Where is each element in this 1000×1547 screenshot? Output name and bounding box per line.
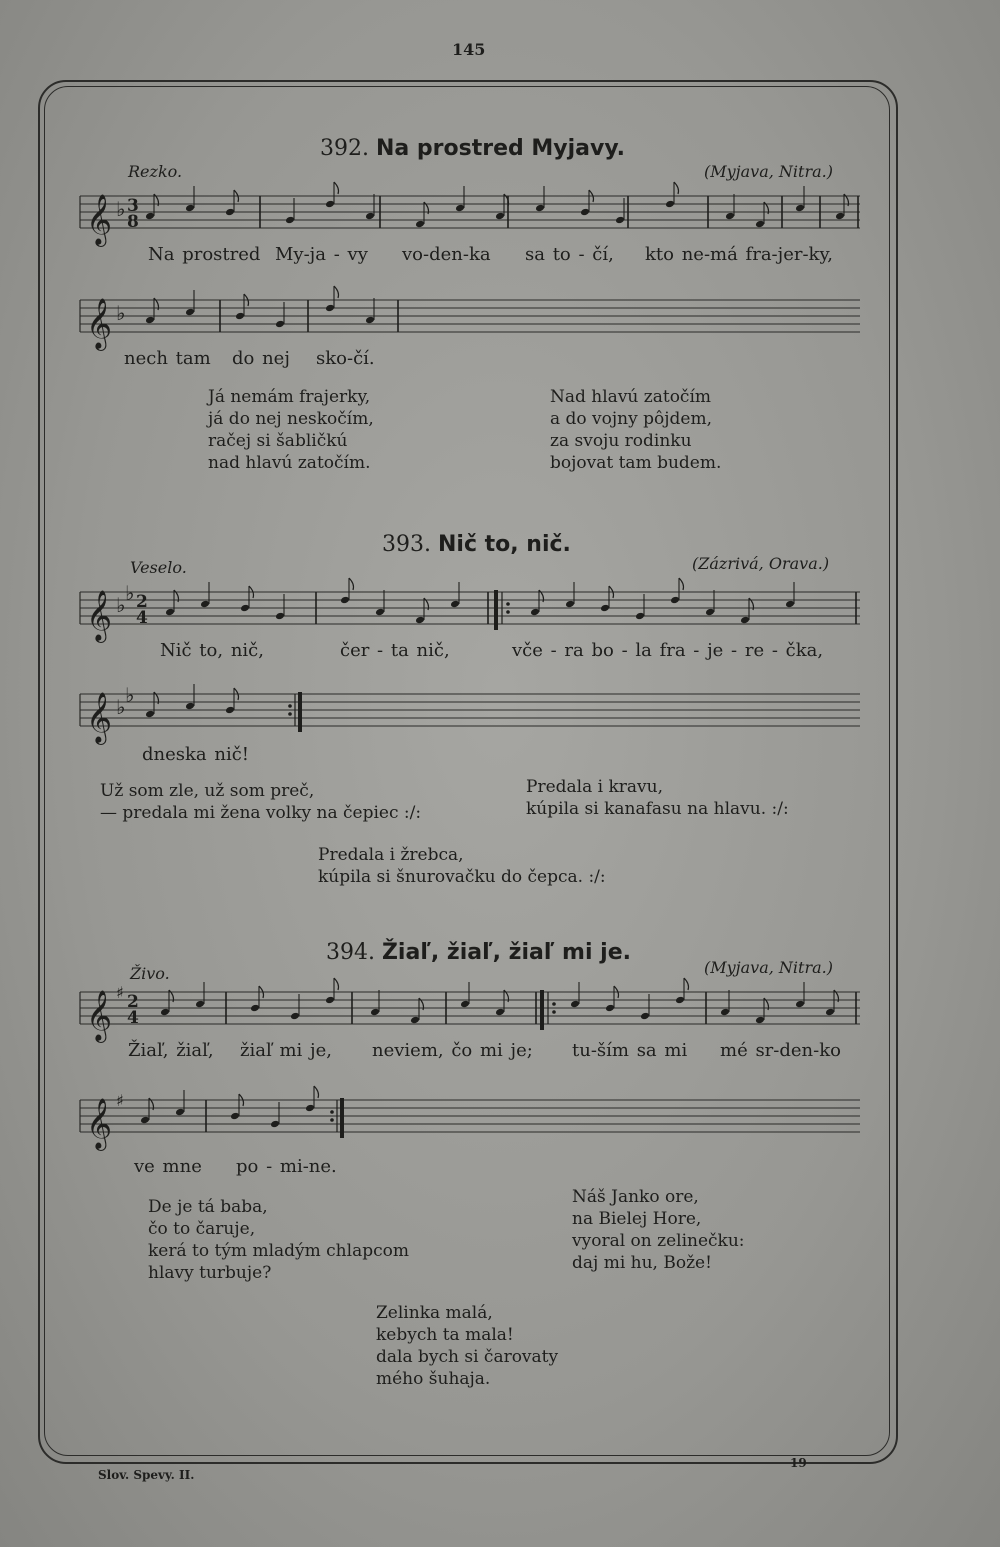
page-number: 145 (452, 40, 486, 59)
music-staff (80, 188, 860, 245)
lyric-syllable: čer - ta nič, (340, 640, 450, 661)
lyric-syllable: po - mi-ne. (236, 1156, 337, 1177)
verse-stanza: Nad hlavú zatočím a do vojny pôjdem, za svoju rodinku bojovat tam budem. (550, 387, 722, 473)
song-number: 392. (320, 136, 369, 161)
verse-stanza: Predala i kravu, kúpila si kanafasu na hlavu. :/: (526, 777, 789, 819)
sheet-number: 19 (790, 1456, 807, 1470)
repeat-dot (288, 704, 292, 708)
time-signature-bottom: 4 (136, 608, 148, 628)
flat-sign-icon: ♭ (125, 683, 135, 707)
song-title-394 (326, 940, 631, 965)
flat-sign-icon: ♭ (125, 581, 135, 605)
verse-stanza: Já nemám frajerky, já do nej neskočím, račej si šabličkú nad hlavú zatočím. (208, 387, 374, 473)
lyric-syllable: sko-čí. (316, 348, 375, 369)
song-number: 394. (326, 940, 375, 965)
time-signature-top: 2 (136, 592, 148, 612)
repeat-dot (288, 712, 292, 716)
flat-sign-icon: ♭ (116, 593, 126, 617)
treble-clef-icon: 𝄞 (86, 298, 113, 349)
song-name: Nič to, nič. (437, 532, 571, 557)
tempo-marking: Živo. (130, 964, 170, 983)
repeat-dot (506, 610, 510, 614)
lyric-syllable: vo-den-ka (402, 244, 491, 265)
repeat-dot (506, 602, 510, 606)
verse-stanza: De je tá baba, čo to čaruje, kerá to tým mladým chlapcom hlavy turbuje? (148, 1197, 409, 1283)
lyric-syllable: mé sr-den-ko (720, 1040, 841, 1061)
treble-clef-icon: 𝄞 (86, 194, 113, 245)
treble-clef-icon: 𝄞 (86, 692, 113, 743)
time-signature-top: 2 (127, 992, 139, 1012)
song-origin: (Myjava, Nitra.) (704, 162, 833, 181)
tempo-marking: Rezko. (128, 162, 183, 181)
music-staff (80, 683, 860, 743)
lyric-syllable: vče - ra bo - la fra - je - re - čka, (512, 640, 824, 661)
repeat-dot (330, 1118, 334, 1122)
sharp-sign-icon: ♯ (116, 983, 124, 1002)
verse-stanza: Už som zle, už som preč, — predala mi žena volky na čepiec :/: (100, 781, 422, 823)
treble-clef-icon: 𝄞 (86, 590, 113, 641)
repeat-dot (552, 1010, 556, 1014)
song-origin: (Myjava, Nitra.) (704, 958, 833, 977)
treble-clef-icon: 𝄞 (86, 1098, 113, 1149)
song-name: Na prostred Myjavy. (375, 136, 626, 161)
lyric-syllable: sa to - čí, (525, 244, 614, 265)
music-staff (80, 581, 860, 641)
lyric-syllable: kto ne-má fra-jer-ky, (645, 244, 833, 265)
music-staff (80, 983, 860, 1041)
lyric-syllable: My-ja - vy (275, 244, 368, 265)
lyric-syllable: Na prostred (148, 244, 261, 265)
sharp-sign-icon: ♯ (116, 1091, 124, 1110)
music-staff (80, 1091, 860, 1149)
treble-clef-icon: 𝄞 (86, 990, 113, 1041)
lyric-syllable: do nej (232, 348, 290, 369)
flat-sign-icon: ♭ (116, 695, 126, 719)
time-signature-bottom: 8 (127, 212, 139, 232)
lyric-syllable: ve mne (134, 1156, 202, 1177)
music-staff (80, 292, 860, 349)
song-number: 393. (382, 532, 431, 557)
lyric-syllable: žiaľ mi je, (240, 1040, 332, 1061)
lyric-syllable: dneska nič! (142, 744, 250, 765)
lyric-syllable: tu-ším sa mi (572, 1040, 688, 1061)
tempo-marking: Veselo. (130, 558, 187, 577)
verse-stanza: Zelinka malá, kebych ta mala! dala bych si čarovaty mého šuhaja. (376, 1303, 559, 1389)
lyric-syllable: nech tam (124, 348, 211, 369)
song-name: Žiaľ, žiaľ, žiaľ mi je. (381, 940, 631, 965)
song-title-392 (320, 136, 625, 161)
lyric-syllable: neviem, čo mi je; (372, 1040, 533, 1061)
verse-stanza: Predala i žrebca, kúpila si šnurovačku do čepca. :/: (318, 845, 606, 887)
repeat-dot (330, 1110, 334, 1114)
repeat-dot (552, 1002, 556, 1006)
flat-sign-icon: ♭ (116, 197, 126, 221)
lyric-syllable: Žiaľ, žiaľ, (128, 1040, 214, 1061)
time-signature-top: 3 (127, 196, 139, 216)
verse-stanza: Náš Janko ore, na Bielej Hore, vyoral on zelinečku: daj mi hu, Bože! (572, 1187, 745, 1273)
song-title-393 (382, 532, 571, 557)
flat-sign-icon: ♭ (116, 301, 126, 325)
printer-signature: Slov. Spevy. II. (98, 1468, 195, 1482)
lyric-syllable: Nič to, nič, (160, 640, 264, 661)
time-signature-bottom: 4 (127, 1008, 139, 1028)
song-origin: (Zázrivá, Orava.) (692, 554, 830, 573)
